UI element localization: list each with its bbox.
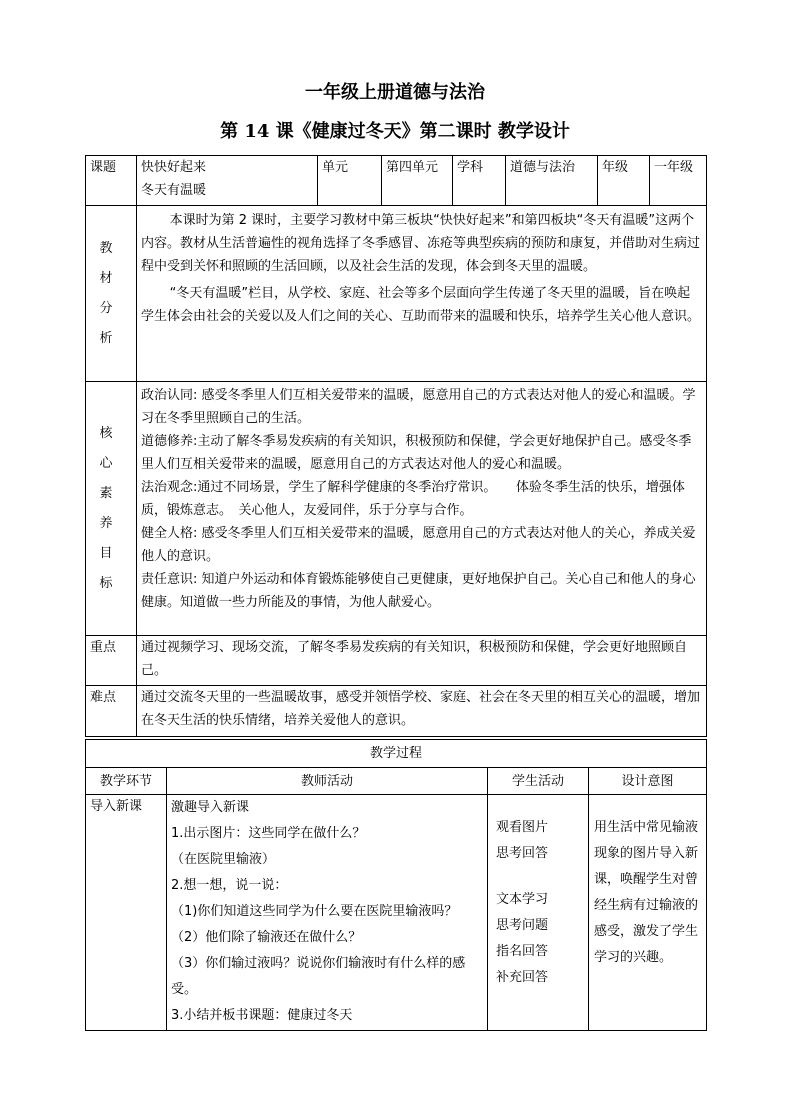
process-header-row bbox=[86, 768, 707, 795]
lesson-info-table bbox=[85, 155, 707, 737]
teacher-line-2: 1.出示图片：这些同学在做什么？ bbox=[171, 826, 366, 841]
analysis-paragraph-1: 本课时为第 2 课时，主要学习教材中第三板块“快快好起来”和第四板块“冬天有温暖”这两个内容。教材从生活普遍性的视角选择了冬季感冒、冻疮等典型疾病的预防和康复，并借助对生病过程中受到关怀和照顾的生活回顾，以及社会生活的发现，体会到冬天里的温暖。 bbox=[141, 213, 701, 274]
topic-value bbox=[137, 156, 318, 206]
student-line-5: 指名回答 bbox=[496, 944, 549, 959]
subject-value: 道德与法治 bbox=[506, 156, 598, 206]
analysis-label bbox=[86, 206, 137, 382]
process-table bbox=[85, 739, 707, 1031]
goal-law: 法治观念:通过不同场景，学生了解科学健康的冬季治疗常识。 体验冬季生活的快乐，增强体质，锻炼意志。 关心他人，友爱同伴，乐于分享与合作。 bbox=[141, 480, 685, 518]
document-subtitle: 第 14 课《健康过冬天》第二课时 教学设计 bbox=[220, 121, 570, 142]
stage-cell: 导入新课 bbox=[86, 795, 167, 1031]
goal-personality: 健全人格: 感受冬季里人们互相关爱带来的温暖，愿意用自己的方式表达对他人的关心，养成关爱他人的意识。 bbox=[141, 526, 696, 564]
student-activity-cell bbox=[488, 795, 589, 1031]
teacher-line-3: （在医院里输液） bbox=[171, 852, 276, 867]
teacher-activity-cell bbox=[167, 795, 488, 1031]
topic-line-2: 冬天有温暖 bbox=[141, 183, 207, 198]
goals-row bbox=[86, 382, 707, 636]
teacher-line-7: （3）你们输过液吗？说说你们输液时有什么样的感受。 bbox=[171, 956, 466, 997]
student-line-2: 思考回答 bbox=[496, 846, 549, 861]
keypoint-content: 通过视频学习、现场交流，了解冬季易发疾病的有关知识，积极预防和保健，学会更好地照顾自己。 bbox=[137, 636, 707, 686]
header-intent: 设计意图 bbox=[589, 768, 707, 795]
analysis-label-line-1: 教 材 bbox=[99, 240, 123, 286]
goals-label bbox=[86, 382, 137, 636]
student-line-4: 思考问题 bbox=[496, 918, 549, 933]
keypoint-label: 重点 bbox=[86, 636, 137, 686]
student-line-6: 补充回答 bbox=[496, 970, 549, 985]
unit-value: 第四单元 bbox=[382, 156, 453, 206]
design-intent-cell: 用生活中常见输液现象的图片导入新课，唤醒学生对曾经生病有过输液的感受，激发了学生学习的兴趣。 bbox=[589, 795, 707, 1031]
student-line-1: 观看图片 bbox=[496, 820, 549, 835]
analysis-label-line-2: 分 析 bbox=[99, 300, 123, 346]
topic-line-1: 快快好起来 bbox=[141, 160, 207, 175]
header-stage: 教学环节 bbox=[86, 768, 167, 795]
analysis-row bbox=[86, 206, 707, 382]
difficulty-content: 通过交流冬天里的一些温暖故事，感受并领悟学校、家庭、社会在冬天里的相互关心的温暖，增加在冬天生活的快乐情绪，培养关爱他人的意识。 bbox=[137, 686, 707, 737]
teacher-line-1: 激趣导入新课 bbox=[171, 800, 250, 815]
goals-label-line-2: 素 养 bbox=[99, 485, 123, 531]
difficulty-label: 难点 bbox=[86, 686, 137, 737]
subject-label: 学科 bbox=[453, 156, 506, 206]
goal-political: 政治认同: 感受冬季里人们互相关爱带来的温暖，愿意用自己的方式表达对他人的爱心和温暖。学习在冬季里照顾自己的生活。 bbox=[141, 388, 696, 426]
process-row-intro bbox=[86, 795, 707, 1031]
info-row bbox=[86, 156, 707, 206]
analysis-paragraph-2: “冬天有温暖”栏目，从学校、家庭、社会等多个层面向学生传递了冬天里的温暖，旨在唤起学生体会由社会的关爱以及人们之间的关心、互助而带来的温暖和快乐，培养学生关心他人意识。 bbox=[141, 286, 701, 324]
topic-label: 课题 bbox=[86, 156, 137, 206]
difficulty-row bbox=[86, 686, 707, 737]
header-student: 学生活动 bbox=[488, 768, 589, 795]
header-teacher: 教师活动 bbox=[167, 768, 488, 795]
document-title: 一年级上册道德与法治 bbox=[305, 82, 485, 103]
unit-label: 单元 bbox=[318, 156, 382, 206]
teacher-line-5: （1)你们知道这些同学为什么要在医院里输液吗？ bbox=[171, 904, 458, 919]
process-title: 教学过程 bbox=[86, 740, 707, 768]
student-line-3: 文本学习 bbox=[496, 892, 549, 907]
teacher-line-4: 2.想一想，说一说： bbox=[171, 878, 288, 893]
goals-label-line-1: 核 心 bbox=[99, 425, 123, 471]
grade-value: 一年级 bbox=[650, 156, 707, 206]
teacher-line-6: （2）他们除了输液还在做什么？ bbox=[171, 930, 362, 945]
grade-label: 年级 bbox=[598, 156, 650, 206]
teacher-line-8: 3.小结并板书课题：健康过冬天 bbox=[171, 1008, 353, 1023]
analysis-content bbox=[137, 206, 707, 382]
keypoint-row bbox=[86, 636, 707, 686]
goals-content bbox=[137, 382, 707, 636]
process-title-row bbox=[86, 740, 707, 768]
goal-moral: 道德修养:主动了解冬季易发疾病的有关知识，积极预防和保健，学会更好地保护自己。感受冬季里人们互相关爱带来的温暖，愿意用自己的方式表达对他人的爱心和温暖。 bbox=[141, 434, 692, 472]
goal-responsibility: 责任意识: 知道户外运动和体育锻炼能够使自己更健康，更好地保护自己。关心自己和他人的身心健康。知道做一些力所能及的事情，为他人献爱心。 bbox=[141, 572, 696, 610]
goals-label-line-3: 目 标 bbox=[99, 545, 123, 591]
